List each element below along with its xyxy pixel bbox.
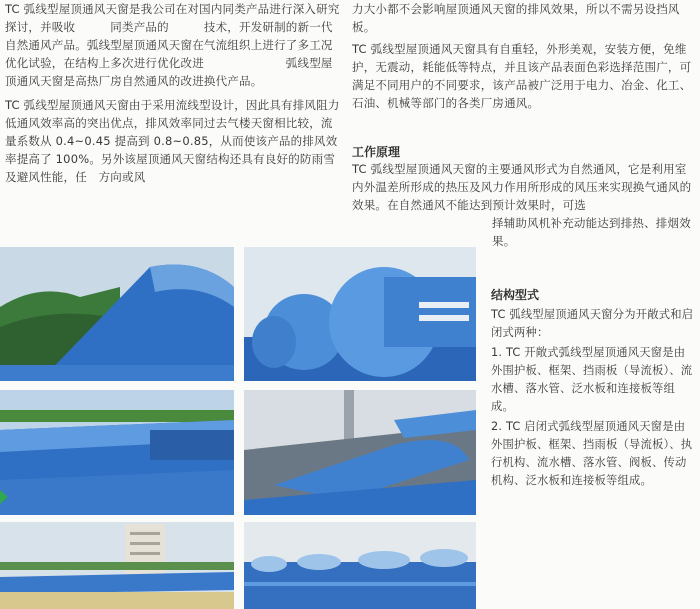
intro-paragraph: TC 弧线型屋顶通风天窗是我公司在对国内同类产品进行深入研究探讨，并吸收 同类产品的 技术，开发研制的新一代自然通风产品。弧线型屋顶通风天窗在气流组织上进行了多工况优化试验，在结构上多次进行优化改进 弧线型屋顶通风天窗是高热厂房自然通风的改进换代产品。 bbox=[5, 2, 340, 88]
photo-curved-roof-vent-2 bbox=[244, 247, 476, 381]
types-intro: TC 弧线型屋顶通风天窗分为开敞式和启闭式两种： bbox=[491, 308, 694, 339]
right-text-column bbox=[352, 0, 692, 112]
type-open: 1. TC 开敞式弧线型屋顶通风天窗是由外围护板、框架、挡雨板（导流板）、流水槽、落水管、泛水板和连接板等组成。 bbox=[491, 346, 693, 413]
types-paragraph bbox=[491, 304, 696, 490]
left-text-column bbox=[5, 0, 340, 186]
photo-curved-roof-vent-1 bbox=[0, 247, 234, 381]
section-heading-types: 结构型式 bbox=[491, 288, 540, 302]
photo-roof-vent-industrial bbox=[244, 390, 476, 515]
principle-paragraph bbox=[352, 160, 694, 250]
page-tab-marker bbox=[0, 490, 8, 504]
photo-roof-vent-row bbox=[0, 390, 234, 515]
type-closable: 2. TC 启闭式弧线型屋顶通风天窗是由外围护板、框架、挡雨板（导流板）、执行机构、流水槽、落水管、阀板、传动机构、泛水板和连接板等组成。 bbox=[491, 420, 693, 487]
principle-text: TC 弧线型屋顶通风天窗的主要通风形式为自然通风，它是利用室内外温差所形成的热压及风力作用所形成的风压来实现换气通风的效果。在自然通风不能达到预计效果时，可选 bbox=[352, 162, 692, 212]
section-heading-principle: 工作原理 bbox=[352, 145, 401, 159]
features-paragraph: TC 弧线型屋顶通风天窗具有自重轻，外形美观，安装方便，免维护，无震动，耗能低等特点，并且该产品表面色彩选择范围广，可满足不同用户的不同要求，该产品被广泛用于电力、冶金、化工、石油、机械等部门的各类厂房通风。 bbox=[352, 42, 692, 110]
design-paragraph: TC 弧线型屋顶通风天窗由于采用流线型设计，因此具有排风阻力低通风效率高的突出优点，排风效率同过去气楼天窗相比较，流量系数从 0.4~0.45 提高到 0.8~0.85，从而使该产品的排风效率提高了 100%。另外该屋顶通风天窗结构还具有良好的防雨雪及避风性能，任 方向或风 bbox=[5, 98, 340, 184]
photo-roof-vents-perspective bbox=[244, 522, 476, 609]
principle-text-continued: 择辅助风机补充动能达到排热、排烟效果。 bbox=[492, 216, 691, 248]
continuation-paragraph: 力大小都不会影响屋顶通风天窗的排风效果，所以不需另设挡风板。 bbox=[352, 2, 680, 34]
photo-factory-roof bbox=[0, 522, 234, 609]
